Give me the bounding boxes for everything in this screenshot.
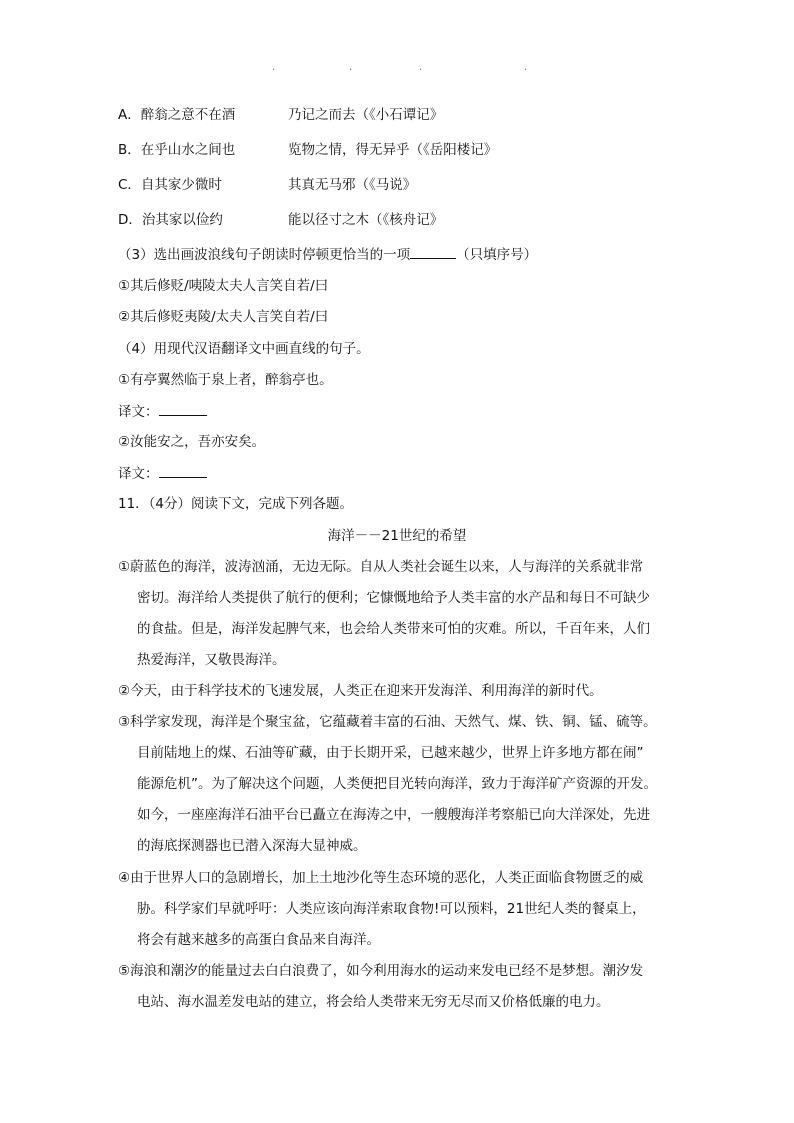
- paragraph-1-line: 密切。海洋给人类提供了航行的便利；它慷慨地给予人类丰富的水产品和每日不可缺少: [137, 590, 650, 606]
- option-d: [118, 210, 443, 230]
- paragraph-5-line: ⑤海浪和潮汐的能量过去白白浪费了，如今利用海水的运动来发电已经不是梦想。潮汐发: [118, 963, 644, 979]
- option-label: A．醉翁之意不在酒: [118, 107, 236, 123]
- question-4-translation-1: [118, 401, 207, 422]
- header-dot: .: [524, 62, 528, 73]
- question-3-prompt-text: （3）选出画波浪线句子朗读时停顿更恰当的一项: [118, 247, 411, 263]
- question-4-sentence-2: ②汝能安之，吾亦安矣。: [118, 434, 266, 450]
- translation-label: 译文：: [118, 404, 159, 420]
- header-dot: .: [419, 62, 423, 73]
- header-dots: [0, 64, 794, 72]
- option-right: 能以径寸之木（《核舟记》: [288, 212, 444, 228]
- paragraph-4-line: ④由于世界人口的急剧增长，加上土地沙化等生态环境的恶化，人类正面临食物匮乏的威: [118, 870, 644, 886]
- option-b: [118, 140, 497, 160]
- option-right: 其真无马邪（《马说》: [288, 177, 417, 193]
- article-title: 海洋－－21世纪的希望: [327, 528, 467, 544]
- option-label: B．在乎山水之间也: [118, 142, 236, 158]
- answer-blank[interactable]: [159, 401, 207, 416]
- option-right: 乃记之而去（《小石谭记》: [288, 107, 444, 123]
- answer-blank[interactable]: [410, 244, 456, 259]
- paragraph-3-line: 能源危机”。为了解决这个问题，人类便把目光转向海洋，致力于海洋矿产资源的开发。: [137, 776, 657, 792]
- question-3-prompt: [118, 244, 537, 265]
- question-4-prompt: （4）用现代汉语翻译文中画直线的句子。: [118, 341, 370, 357]
- paragraph-2-line: ②今天，由于科学技术的飞速发展，人类正在迎来开发海洋、利用海洋的新时代。: [118, 683, 603, 699]
- question-4-sentence-1: ①有亭翼然临于泉上者，醉翁亭也。: [118, 372, 333, 388]
- option-right: 览物之情，得无异乎（《岳阳楼记》: [288, 142, 498, 158]
- paragraph-1-line: 的食盐。但是，海洋发起脾气来，也会给人类带来可怕的灾难。所以，千百年来，人们: [137, 621, 650, 637]
- question-4-translation-2: [118, 463, 207, 484]
- paragraph-1-line: ①蔚蓝色的海洋，波涛汹涌，无边无际。自从人类社会诞生以来，人与海洋的关系就非常: [118, 559, 644, 575]
- header-dot: .: [349, 62, 353, 73]
- paragraph-3-line: 如今，一座座海洋石油平台已矗立在海涛之中，一艘艘海洋考察船已向大洋深处，先进: [137, 807, 650, 823]
- translation-label: 译文：: [118, 466, 159, 482]
- option-a: [118, 105, 443, 125]
- paragraph-5-line: 电站、海水温差发电站的建立，将会给人类带来无穷无尽而又价格低廉的电力。: [137, 994, 610, 1010]
- paragraph-3-line: ③科学家发现，海洋是个聚宝盆，它蕴藏着丰富的石油、天然气、煤、铁、铜、锰、硫等。: [118, 714, 657, 730]
- question-3-choice-2: ②其后修贬夷陵/太夫人言笑自若/曰: [118, 309, 329, 325]
- option-label: D．治其家以俭约: [118, 212, 223, 228]
- header-dot: .: [272, 62, 276, 73]
- question-11-prompt: 11．（4分）阅读下文，完成下列各题。: [118, 496, 354, 512]
- answer-blank[interactable]: [159, 463, 207, 478]
- option-c: [118, 175, 416, 195]
- paragraph-3-line: 目前陆地上的煤、石油等矿藏，由于长期开采，已越来越少，世界上许多地方都在闹”: [137, 745, 644, 761]
- paragraph-4-line: 胁。科学家们早就呼吁：人类应该向海洋索取食物!可以预料，21世纪人类的餐桌上，: [137, 901, 646, 917]
- paragraph-4-line: 将会有越来越多的高蛋白食品来自海洋。: [137, 932, 380, 948]
- question-3-prompt-suffix: （只填序号）: [456, 247, 538, 263]
- paragraph-1-line: 热爱海洋，又敬畏海洋。: [137, 652, 286, 668]
- paragraph-3-line: 的海底探测器也已潜入深海大显神威。: [137, 838, 367, 854]
- option-label: C．自其家少微时: [118, 177, 222, 193]
- question-3-choice-1: ①其后修贬/咦陵太夫人言笑自若/曰: [118, 278, 329, 294]
